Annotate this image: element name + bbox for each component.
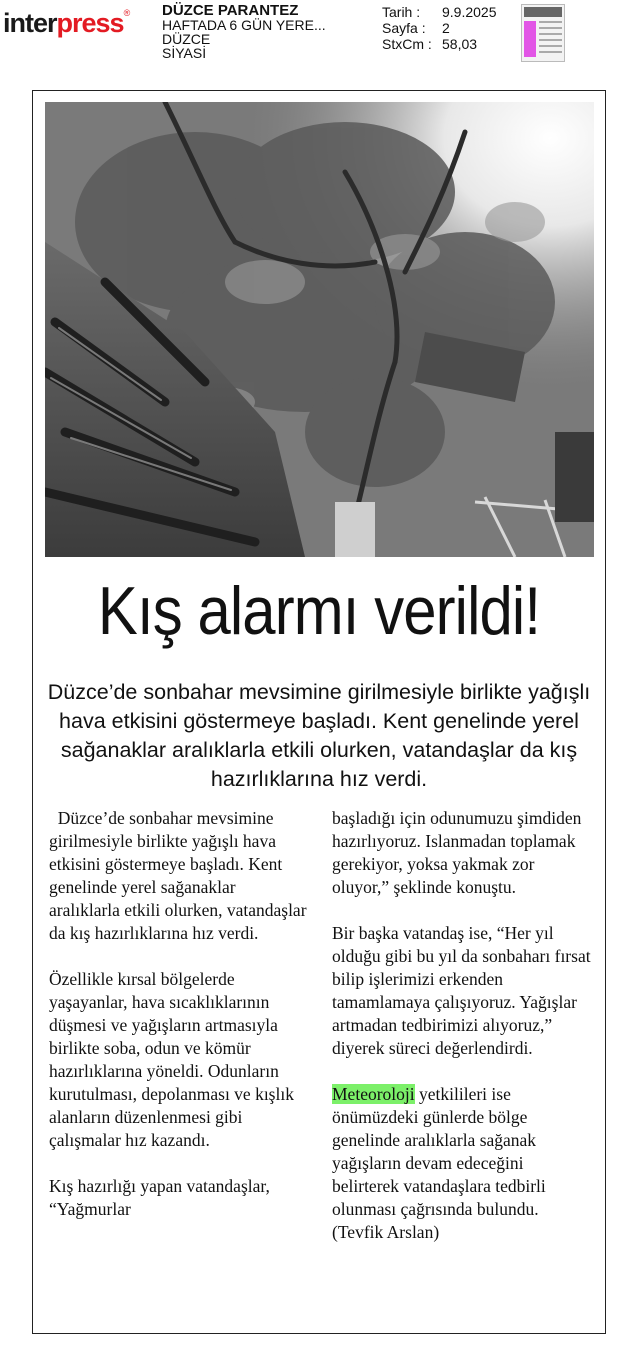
interpress-logo [3,8,129,39]
publication-name: DÜZCE PARANTEZ [162,2,299,19]
page-thumbnail[interactable] [521,4,565,62]
thumbnail-headline [524,7,562,17]
stxcm-value: 58,03 [442,36,478,52]
stxcm-row [382,36,497,52]
paragraph-text: yetkilileri ise önümüzdeki günlerde bölge genelinde aralıklarla sağanak yağışların devam edeceğini belirterek vatandaşlara tedbirli olunması çağrısında bulundu. (Tevfik Arslan) [332,1084,546,1242]
article-column-2 [332,807,594,1267]
publication-city: DÜZCE [162,31,211,47]
page-label: Sayfa : [382,20,426,36]
clipping-meta [382,4,497,52]
publication-info [162,4,326,60]
thumbnail-text-lines [539,21,562,23]
publication-category: SİYASİ [162,45,207,61]
page-value: 2 [442,20,450,36]
article-column-1 [49,807,309,1244]
paragraph: Özellikle kırsal bölgelerde yaşayanlar, hava sıcaklıklarının düşmesi ve yağışların artmasıyla birlikte soba, odun ve kömür hazırlıklarına yöneldi. Odunların kurutulması, depolanması ve kışlık alanların düzenlenmesi gibi çalışmalar hız kazandı. [49,969,294,1150]
date-row [382,4,497,20]
thumbnail-article-highlight [524,21,536,57]
paragraph: başladığı için odunumuzu şimdiden hazırlıyoruz. Islanmadan toplamak gerekiyor, yoksa yakmak zor oluyor,” şeklinde konuştu. [332,808,582,897]
article-headline: Kış alarmı verildi! [97,573,541,649]
date-value: 9.9.2025 [442,4,497,20]
paragraph: Kış hazırlığı yapan vatandaşlar, “Yağmurlar [49,1176,270,1219]
publication-frequency: HAFTADA 6 GÜN YERE... [162,17,326,33]
date-label: Tarih : [382,4,421,20]
paragraph [49,807,309,945]
article-photo [45,102,594,557]
logo-main: inter [3,8,57,38]
article-frame [32,90,606,1334]
paragraph-text: Düzce’de sonbahar mevsimine girilmesiyle birlikte yağışlı hava etkisini göstermeye başladı. Kent genelinde yerel sağanaklar aralıklarla etkili olurken, vatandaşlar da kış hazırlıklarına hız verdi. [49,808,307,943]
paragraph: Bir başka vatandaş ise, “Her yıl olduğu gibi bu yıl da sonbaharı fırsat bilip işlerimizi erkenden tamamlamaya çalışıyoruz. Yağışlar artmadan tedbirimizi alıyoruz,” diyerek süreci değerlendirdi. [332,923,591,1058]
keyword-highlight: Meteoroloji [332,1084,415,1104]
article-lead: Düzce’de sonbahar mevsimine girilmesiyle birlikte yağışlı hava etkisini göstermeye başladı. Kent genelinde yerel sağanaklar aralıklarla etkili olurken, vatandaşlar da kış hazırlıklarına hız verdi. [47,680,591,791]
page-row [382,20,497,36]
registered-mark: ® [123,8,130,18]
logo-accent: press [56,8,124,38]
paragraph [332,1083,594,1244]
stxcm-label: StxCm : [382,36,432,52]
